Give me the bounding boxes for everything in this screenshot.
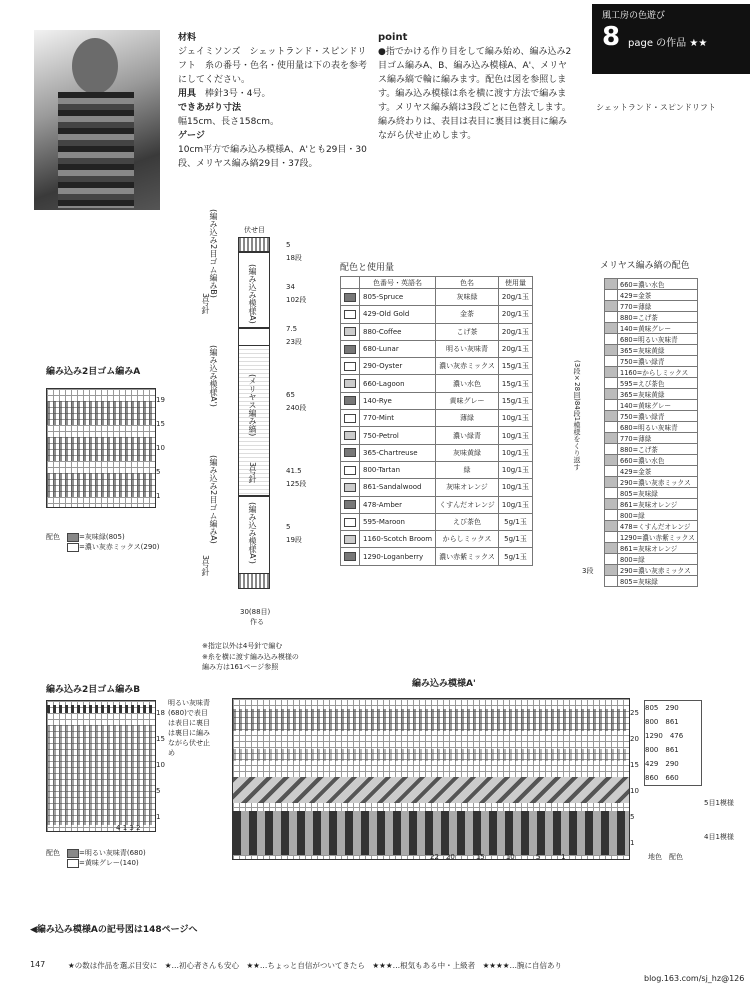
stripe-row: 880=こげ茶 xyxy=(605,444,698,455)
length-dims: 5 18段 34 102段 7.5 23段 65 240段 41.5 125段 5 19段 xyxy=(286,241,307,544)
stripe-row: 805=灰味緑 xyxy=(605,488,698,499)
chart-b-key: 配色 =明るい灰味青(680) =黄味グレー(140) xyxy=(46,849,146,867)
materials-heading: 材料 xyxy=(178,33,197,43)
color-row: 805-Spruce 灰味緑 20g/1玉 xyxy=(341,289,533,306)
chart-b-row-numbers: 18 15 10 5 1 xyxy=(156,709,165,821)
symbol-icon xyxy=(344,414,356,423)
stripe-row: 429=金茶 xyxy=(605,466,698,477)
size-text: 幅15cm、長さ158cm。 xyxy=(178,117,280,127)
stripe-row: 750=濃い緑青 xyxy=(605,411,698,422)
stripe-row: 595=えび茶色 xyxy=(605,378,698,389)
stripe-label: (メリヤス編み縞) xyxy=(248,374,257,437)
stripe-row: 429=金茶 xyxy=(605,290,698,301)
chart-a2-key-row: 429 290 xyxy=(645,760,679,768)
chart-a-title: 編み込み2目ゴム編みA xyxy=(46,367,141,377)
color-table: 色番号・英語名 色名 使用量 805-Spruce 灰味緑 20g/1玉 429-Old Gold 金茶 20g/1玉 880-Coffee こげ茶 20g/1玉 680-Lunar 明るい灰味青 20g/1玉 290-Oyster 濃い灰赤ミックス 15g/1玉 660-Lagoon 濃い水色 15g/1玉 140-Rye 黄味グレー 15g/1玉 770-Mint 薄緑 10g/1玉 750-Petrol 濃い緑青 10g/1玉 365-Chartreuse 灰味黄緑 10g/1玉 800-Tartan 緑 10g/1玉 861-Sandalwood 灰味オレンジ 10g/1玉 478-Amber くすんだオレンジ 10g/1玉 595-Maroon えび茶色 5g/1玉 1160-Scotch Broom からしミックス 5g/1玉 1290-Loganberry 濃い赤紫ミックス 5g/1玉 xyxy=(340,276,533,566)
stripe-row: 861=灰味オレンジ xyxy=(605,543,698,554)
stripe-strip xyxy=(238,345,270,497)
difficulty-legend: ★の数は作品を選ぶ目安に ★…初心者さんも安心 ★★…ちょっと自信がついてきたら ★★★…根気もある中・上級者 ★★★★…腕に自信あり xyxy=(68,961,562,970)
needle-note: ※指定以外は4号針で編む xyxy=(202,642,283,650)
stripe-row: 290=濃い灰赤ミックス xyxy=(605,565,698,576)
pattern-a-label: (編み込み模様A) xyxy=(248,264,257,324)
symbol-icon xyxy=(344,483,356,492)
color-row: 595-Maroon えび茶色 5g/1玉 xyxy=(341,513,533,530)
symbol-icon xyxy=(344,535,356,544)
chart-a2-row-numbers: 25 20 15 10 5 1 xyxy=(630,709,639,847)
blog-url: blog.163.com/sj_hz@126 xyxy=(644,974,745,983)
symbol-icon xyxy=(344,310,356,319)
point-title: point xyxy=(378,32,408,43)
stripe-row: 800=緑 xyxy=(605,554,698,565)
tools-heading: 用具 xyxy=(178,89,197,99)
gauge-heading: ゲージ xyxy=(178,131,205,141)
diagram-notes: ※糸を横に渡す編み込み模様の 編み方は161ページ参照 xyxy=(202,653,299,671)
stripe-row: 365=灰味黄緑 xyxy=(605,389,698,400)
tools-text: 棒針3号・4号。 xyxy=(205,89,271,99)
width-dim: 30(88目) xyxy=(240,608,271,616)
stripe-row: 750=濃い緑青 xyxy=(605,356,698,367)
pattern-a2-strip xyxy=(238,495,270,575)
chart-a2-key-row: 1290 476 xyxy=(645,732,684,740)
stripe-row: 680=明るい灰味青 xyxy=(605,422,698,433)
stripe-row: 800=緑 xyxy=(605,510,698,521)
rib-a-needle: 3号針 xyxy=(201,555,210,577)
cast-on-label: 作る xyxy=(250,618,264,626)
chart-a-row-numbers: 19 15 10 5 1 xyxy=(156,396,165,500)
page-reference: ◀編み込み模様Aの記号図は148ページへ xyxy=(30,925,198,935)
color-row: 1290-Loganberry 濃い赤紫ミックス 5g/1玉 xyxy=(341,548,533,565)
chart-a2-grid xyxy=(232,698,630,860)
color-row: 861-Sandalwood 灰味オレンジ 10g/1玉 xyxy=(341,479,533,496)
symbol-icon xyxy=(344,362,356,371)
rib-b-needle: 3号針 xyxy=(201,293,210,315)
bind-off-label: 伏せ目 xyxy=(244,226,265,234)
stripe-row: 1290=濃い赤紫ミックス xyxy=(605,532,698,543)
symbol-icon xyxy=(344,431,356,440)
stripe-row: 1160=からしミックス xyxy=(605,367,698,378)
stripe-row: 290=濃い灰赤ミックス xyxy=(605,477,698,488)
stripe-row: 140=黄味グレー xyxy=(605,400,698,411)
chart-b-col-numbers: 4 1 3 2 xyxy=(116,824,141,832)
page-label: page xyxy=(628,38,653,49)
symbol-icon xyxy=(344,379,356,388)
symbol-icon xyxy=(344,293,356,302)
stripe-repeat-label: (3段×28回)84段1模様をくり返す xyxy=(573,360,581,471)
yarn-name: シェットランド・スピンドリフト xyxy=(596,103,716,112)
chart-b-title: 編み込み2目ゴム編みB xyxy=(46,685,141,695)
stripe-colors-title: メリヤス編み縞の配色 xyxy=(600,261,690,271)
scarf-diagram xyxy=(200,205,330,650)
series-title: 風工房の色遊び xyxy=(602,11,666,21)
stripe-colors-table xyxy=(604,278,698,587)
symbol-icon xyxy=(344,327,356,336)
chart-a2-color-key xyxy=(644,700,702,786)
chart-a2-key-row: 800 861 xyxy=(645,746,679,754)
pattern-a2-label: (編み込み模様A') xyxy=(248,502,257,564)
symbol-icon xyxy=(344,500,356,509)
point-block xyxy=(378,31,574,143)
chart-a2-key-row: 860 660 xyxy=(645,774,679,782)
materials-text: ジェイミソンズ シェットランド・スピンドリフト 糸の番号・色名・使用量は下の表を参考にしてください。 xyxy=(178,47,368,85)
color-row: 1160-Scotch Broom からしミックス 5g/1玉 xyxy=(341,531,533,548)
stripe-row-label: 3段 xyxy=(582,567,594,575)
chart-a2-key-row: 805 290 xyxy=(645,704,679,712)
stripe-row: 660=濃い水色 xyxy=(605,455,698,466)
color-row: 800-Tartan 緑 10g/1玉 xyxy=(341,461,533,478)
symbol-icon xyxy=(344,518,356,527)
symbol-icon xyxy=(344,345,356,354)
color-table-title: 配色と使用量 xyxy=(340,263,395,273)
gap-strip xyxy=(238,327,270,347)
stripe-row: 680=明るい灰味青 xyxy=(605,334,698,345)
color-row: 880-Coffee こげ茶 20g/1玉 xyxy=(341,323,533,340)
stripe-row: 770=薄緑 xyxy=(605,301,698,312)
rib-a-strip xyxy=(238,573,270,589)
series-badge xyxy=(592,4,750,74)
work-number: 8 xyxy=(602,22,621,52)
chart-a2-repeats: 5目1模様 4目1模様 xyxy=(704,799,734,841)
chart-b-grid xyxy=(46,700,156,832)
difficulty-label: の作品 ★★ xyxy=(656,38,708,49)
pattern-a2-side: (編み込み模様A') xyxy=(209,345,218,407)
rib-a-label: (編み込み2目ゴム編みA) xyxy=(209,455,218,544)
materials-block xyxy=(178,31,373,171)
color-row: 750-Petrol 濃い緑青 10g/1玉 xyxy=(341,427,533,444)
stripe-row: 365=灰味黄緑 xyxy=(605,345,698,356)
pattern-a-strip xyxy=(238,251,270,329)
symbol-icon xyxy=(344,448,356,457)
chart-a2-key-row: 800 861 xyxy=(645,718,679,726)
gauge-text: 10cm平方で編み込み模様A、A'とも29目・30段、メリヤス編み縞29目・37段。 xyxy=(178,145,367,169)
chart-a-key: 配色 =灰味緑(805) =濃い灰赤ミックス(290) xyxy=(46,533,160,551)
chart-a-grid xyxy=(46,388,156,508)
stripe-row: 861=灰味オレンジ xyxy=(605,499,698,510)
chart-a2-title: 編み込み模様A' xyxy=(412,679,476,689)
stripe-row: 478=くすんだオレンジ xyxy=(605,521,698,532)
symbol-icon xyxy=(344,466,356,475)
color-row: 770-Mint 薄緑 10g/1玉 xyxy=(341,410,533,427)
stripe-row: 140=黄味グレー xyxy=(605,323,698,334)
color-row: 429-Old Gold 金茶 20g/1玉 xyxy=(341,306,533,323)
color-row: 140-Rye 黄味グレー 15g/1玉 xyxy=(341,392,533,409)
point-body: ●指でかける作り目をして編み始め、編み込み2目ゴム編みA、B、編み込み模様A、A'、メリヤス編み縞で輪に編みます。配色は図を参照します。編み込み模様は糸を横に渡す方法で編みます。メリヤス編み縞は3段ごとに色替えします。編み終わりは、表目は表目に裏目は裏目に編みながら伏せ止めします。 xyxy=(378,47,572,141)
chart-b-bind-off-note: 明るい灰味青(680)で表目は表目に裏目は裏目に編みながら伏せ止め xyxy=(168,699,210,757)
stripe-needle: 3号針 xyxy=(248,462,257,484)
stripe-row: 880=こげ茶 xyxy=(605,312,698,323)
chart-a2-key-header: 地色 配色 xyxy=(648,853,683,861)
page-number: 147 xyxy=(30,960,46,969)
symbol-icon xyxy=(344,396,356,405)
stripe-row: 805=灰味緑 xyxy=(605,576,698,587)
model-photo xyxy=(34,30,160,210)
size-heading: できあがり寸法 xyxy=(178,103,242,113)
color-row: 478-Amber くすんだオレンジ 10g/1玉 xyxy=(341,496,533,513)
rib-b-label: (編み込み2目ゴム編みB) xyxy=(209,209,218,298)
color-row: 290-Oyster 濃い灰赤ミックス 15g/1玉 xyxy=(341,358,533,375)
stripe-row: 770=薄緑 xyxy=(605,433,698,444)
chart-a2-col-numbers: 22 20 15 10 5 1 xyxy=(430,853,566,861)
color-row: 680-Lunar 明るい灰味青 20g/1玉 xyxy=(341,340,533,357)
color-row: 365-Chartreuse 灰味黄緑 10g/1玉 xyxy=(341,444,533,461)
color-row: 660-Lagoon 濃い水色 15g/1玉 xyxy=(341,375,533,392)
symbol-icon xyxy=(344,552,356,561)
stripe-row: 660=濃い水色 xyxy=(605,279,698,290)
